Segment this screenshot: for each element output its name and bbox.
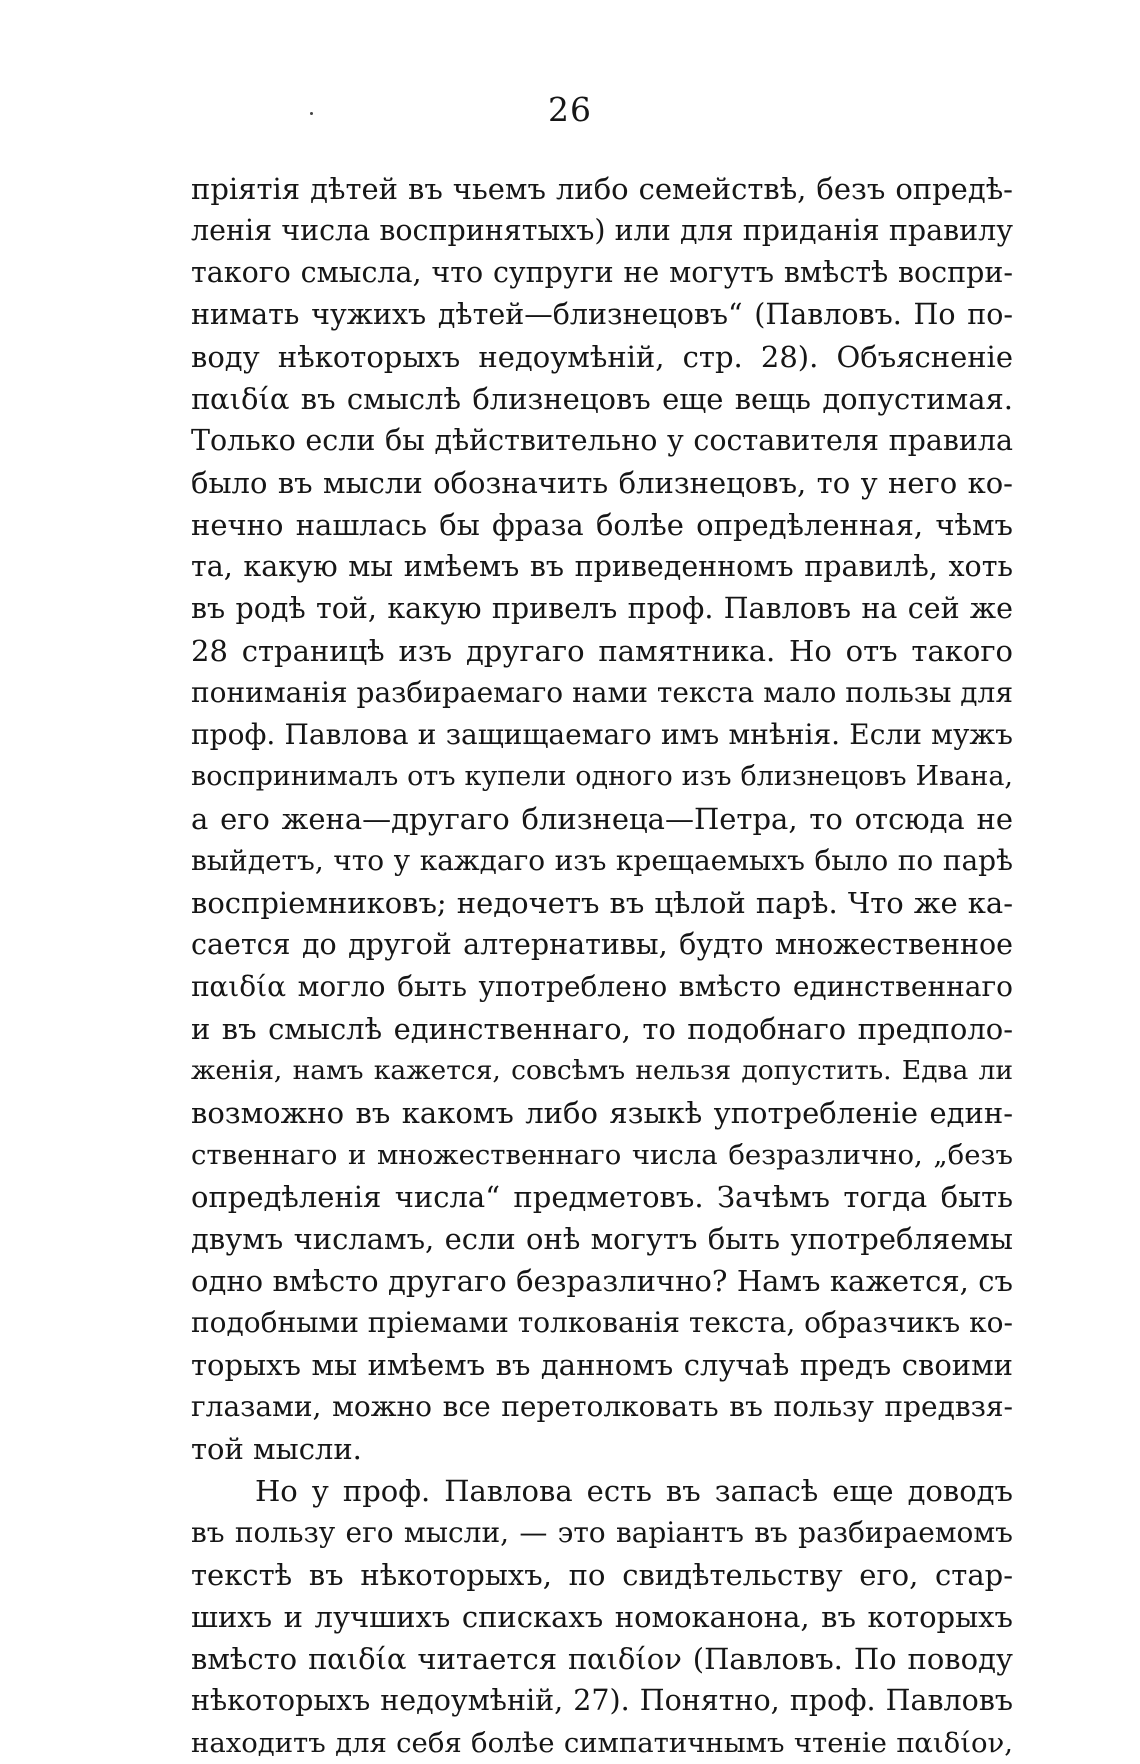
text-line: а его жена—другаго близнеца—Петра, то отсюда не	[191, 802, 1013, 836]
text-line: одно вмѣсто другаго безразлично? Намъ кажется, съ	[191, 1264, 1013, 1298]
text-line: Но у проф. Павлова есть въ запасѣ еще доводъ	[255, 1474, 1013, 1508]
text-line: было въ мысли обозначить близнецовъ, то у него ко-	[191, 466, 1013, 500]
text-line: такого смысла, что супруги не могутъ вмѣстѣ воспри-	[191, 256, 1013, 289]
text-line: нимать чужихъ дѣтей—близнецовъ“ (Павловъ. По по-	[191, 298, 1013, 331]
text-line: находитъ для себя болѣе симпатичнымъ чтеніе παιδίον,	[191, 1727, 1013, 1759]
text-line: воду нѣкоторыхъ недоумѣній, стр. 28). Объясненіе	[191, 340, 1013, 374]
text-line: той мысли.	[191, 1432, 362, 1466]
text-line: воспринималъ отъ купели одного изъ близнецовъ Ивана,	[191, 761, 1013, 792]
text-line: Только если бы дѣйствительно у составителя правила	[191, 424, 1013, 457]
page-number: 26	[548, 90, 592, 129]
text-line: и въ смыслѣ единственнаго, то подобнаго предполо-	[191, 1012, 1013, 1046]
text-line: подобными пріемами толкованія текста, образчикъ ко-	[191, 1306, 1013, 1339]
text-line: двумъ числамъ, если онѣ могутъ быть употребляемы	[191, 1222, 1013, 1256]
text-line: шихъ и лучшихъ спискахъ номоканона, въ которыхъ	[191, 1600, 1013, 1634]
text-line: текстѣ въ нѣкоторыхъ, по свидѣтельству его, стар-	[191, 1558, 1013, 1592]
text-line: проф. Павлова и защищаемаго имъ мнѣнія. Если мужъ	[191, 718, 1013, 751]
text-line: пріятія дѣтей въ чьемъ либо семействѣ, безъ опредѣ-	[191, 172, 1013, 206]
text-line: сается до другой алтернативы, будто множественное	[191, 928, 1013, 961]
text-line: вмѣсто παιδία читается παιδίον (Павловъ. По поводу	[191, 1642, 1013, 1676]
text-line: та, какую мы имѣемъ въ приведенномъ правилѣ, хоть	[191, 550, 1013, 583]
paragraph-1	[191, 168, 1013, 1470]
text-line: выйдетъ, что у каждаго изъ крещаемыхъ было по парѣ	[191, 844, 1013, 877]
text-line: женія, намъ кажется, совсѣмъ нельзя допустить. Едва ли	[191, 1055, 1013, 1086]
text-line: ленія числа воспринятыхъ) или для приданія правилу	[191, 214, 1013, 247]
text-line: воспріемниковъ; недочетъ въ цѣлой парѣ. Что же ка-	[191, 886, 1013, 920]
text-line: παιδία могло быть употреблено вмѣсто единственнаго	[191, 970, 1013, 1003]
text-line: глазами, можно все перетолковать въ пользу предвзя-	[191, 1390, 1013, 1423]
text-line: опредѣленія числа“ предметовъ. Зачѣмъ тогда быть	[191, 1180, 1013, 1214]
text-line: пониманія разбираемаго нами текста мало пользы для	[191, 676, 1013, 709]
text-line: ственнаго и множественнаго числа безразлично, „безъ	[191, 1139, 1013, 1171]
body-text	[191, 168, 1013, 1764]
text-line: παιδία въ смыслѣ близнецовъ еще вещь допустимая.	[191, 382, 1013, 416]
text-line: возможно въ какомъ либо языкѣ употребленіе един-	[191, 1096, 1013, 1130]
text-line: торыхъ мы имѣемъ въ данномъ случаѣ предъ своими	[191, 1348, 1013, 1382]
text-line: въ пользу его мысли, — это варіантъ въ разбираемомъ	[191, 1516, 1013, 1549]
paragraph-2	[191, 1470, 1013, 1764]
text-line: 28 страницѣ изъ другаго памятника. Но отъ такого	[191, 634, 1013, 668]
text-line: въ родѣ той, какую привелъ проф. Павловъ на сей же	[191, 592, 1013, 625]
text-line: нечно нашлась бы фраза болѣе опредѣленная, чѣмъ	[191, 508, 1013, 542]
text-line: нѣкоторыхъ недоумѣній, 27). Понятно, проф. Павловъ	[191, 1684, 1013, 1717]
